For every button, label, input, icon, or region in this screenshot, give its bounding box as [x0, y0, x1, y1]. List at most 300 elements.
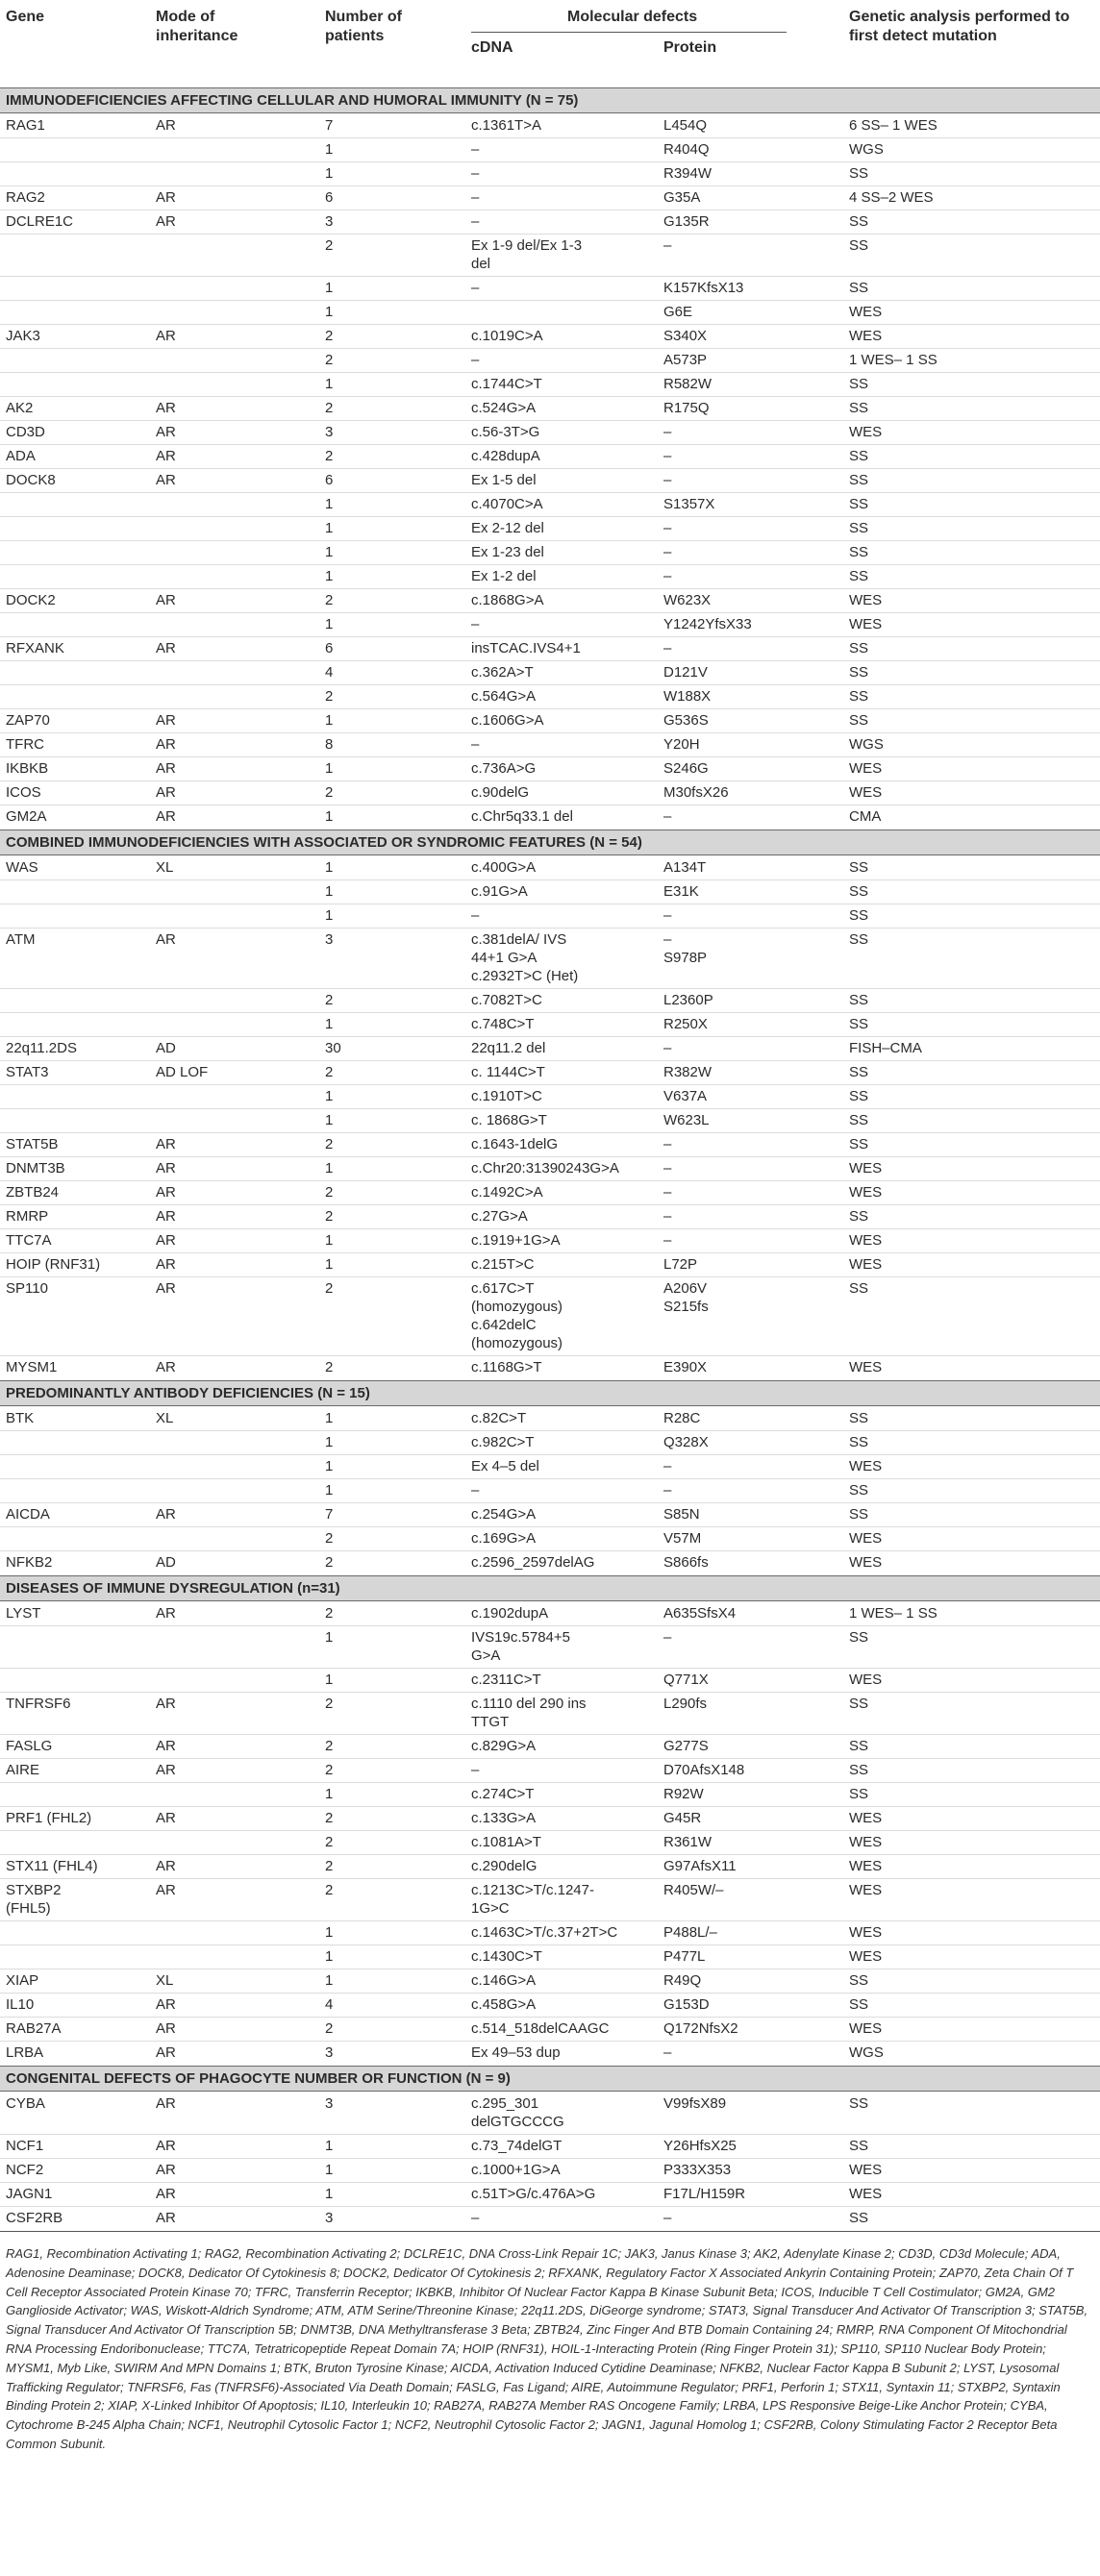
cell-analysis: WES — [849, 1858, 883, 1874]
row-separator — [0, 1084, 1100, 1085]
cell-mode: AR — [156, 808, 176, 825]
cell-protein: P488L/– — [663, 1924, 717, 1941]
cell-analysis: WES — [849, 424, 883, 440]
cell-cdna: c.982C>T — [471, 1434, 535, 1450]
cell-patients: 1 — [325, 808, 334, 825]
cell-mode: AR — [156, 1738, 176, 1754]
cell-analysis: SS — [849, 280, 869, 296]
cell-protein: M30fsX26 — [663, 784, 729, 801]
cell-mode: AR — [156, 760, 176, 777]
row-separator — [0, 1502, 1100, 1503]
cell-protein: G536S — [663, 712, 709, 729]
cell-patients: 1 — [325, 568, 334, 584]
cell-analysis: SS — [849, 1696, 869, 1712]
cell-protein: D121V — [663, 664, 708, 681]
cell-analysis: WES — [849, 1256, 883, 1273]
cell-analysis: 1 WES– 1 SS — [849, 1605, 938, 1622]
cell-analysis: WES — [849, 1359, 883, 1375]
cell-patients: 1 — [325, 1482, 334, 1499]
cell-analysis: SS — [849, 1762, 869, 1778]
cell-cdna: – — [471, 736, 480, 753]
cell-patients: 6 — [325, 640, 334, 656]
table-bottom-rule — [0, 2231, 1100, 2232]
cell-cdna: c.1081A>T — [471, 1834, 541, 1850]
cell-analysis: SS — [849, 1786, 869, 1802]
cell-mode: AR — [156, 1882, 176, 1898]
cell-analysis: SS — [849, 1738, 869, 1754]
cell-mode: AD — [156, 1554, 176, 1571]
cell-patients: 2 — [325, 400, 334, 416]
cell-cdna: c.1868G>A — [471, 592, 544, 608]
cell-gene: TNFRSF6 — [6, 1696, 71, 1712]
cell-mode: AR — [156, 1858, 176, 1874]
cell-cdna: – — [471, 1762, 480, 1778]
row-separator — [0, 1355, 1100, 1356]
cell-protein: – — [663, 237, 672, 254]
cell-protein: G277S — [663, 1738, 709, 1754]
cell-patients: 2 — [325, 992, 334, 1008]
cell-cdna: c.1902dupA — [471, 1605, 549, 1622]
cell-analysis: SS — [849, 1088, 869, 1104]
cell-patients: 1 — [325, 141, 334, 158]
row-separator — [0, 137, 1100, 138]
header-mode-line2: inheritance — [156, 28, 238, 44]
header-molecular-rule — [471, 32, 787, 33]
cell-protein: F17L/H159R — [663, 2186, 746, 2202]
cell-cdna: c.215T>C — [471, 1256, 535, 1273]
cell-analysis: WES — [849, 1232, 883, 1249]
cell-cdna: c.564G>A — [471, 688, 537, 705]
cell-patients: 4 — [325, 1996, 334, 2013]
row-separator — [0, 2017, 1100, 2018]
cell-analysis: SS — [849, 1112, 869, 1128]
row-separator — [0, 210, 1100, 211]
row-separator — [0, 1478, 1100, 1479]
cell-mode: AR — [156, 592, 176, 608]
cell-analysis: FISH–CMA — [849, 1040, 922, 1056]
cell-protein: L2360P — [663, 992, 713, 1008]
cell-mode: AR — [156, 1359, 176, 1375]
row-separator — [0, 1692, 1100, 1693]
cell-analysis: SS — [849, 448, 869, 464]
cell-protein: A573P — [663, 352, 708, 368]
cell-cdna: c.524G>A — [471, 400, 537, 416]
cell-gene: CD3D — [6, 424, 45, 440]
cell-protein: R404Q — [663, 141, 710, 158]
cell-cdna: c.1463C>T/c.37+2T>C — [471, 1924, 618, 1941]
row-separator — [0, 1830, 1100, 1831]
cell-mode: AR — [156, 2210, 176, 2226]
cell-protein: S85N — [663, 1506, 700, 1523]
cell-analysis: SS — [849, 2210, 869, 2226]
cell-analysis: WES — [849, 616, 883, 632]
cell-mode: AR — [156, 712, 176, 729]
cell-analysis: SS — [849, 400, 869, 416]
row-separator — [0, 396, 1100, 397]
cell-protein: – — [663, 424, 672, 440]
cell-patients: 2 — [325, 1208, 334, 1225]
cell-cdna: c.1000+1G>A — [471, 2162, 561, 2178]
cell-protein: – — [663, 1040, 672, 1056]
cell-gene: CYBA — [6, 2095, 45, 2112]
cell-mode: AR — [156, 931, 176, 948]
cell-protein: – — [663, 1482, 672, 1499]
cell-analysis: 4 SS–2 WES — [849, 189, 934, 206]
cell-mode: AR — [156, 1605, 176, 1622]
cell-analysis: 6 SS– 1 WES — [849, 117, 938, 134]
row-separator — [0, 468, 1100, 469]
cell-mode: AR — [156, 1208, 176, 1225]
cell-analysis: SS — [849, 520, 869, 536]
cell-patients: 1 — [325, 496, 334, 512]
row-separator — [0, 324, 1100, 325]
cell-mode: AR — [156, 1762, 176, 1778]
cell-analysis: WES — [849, 328, 883, 344]
section-header: PREDOMINANTLY ANTIBODY DEFICIENCIES (N = 15) — [0, 1380, 1100, 1406]
row-separator — [0, 1550, 1100, 1551]
cell-mode: AR — [156, 2186, 176, 2202]
cell-protein: W188X — [663, 688, 712, 705]
cell-cdna: c.91G>A — [471, 883, 528, 900]
cell-gene: IL10 — [6, 1996, 35, 2013]
cell-analysis: 1 WES– 1 SS — [849, 352, 938, 368]
row-separator — [0, 1806, 1100, 1807]
cell-cdna: c.2596_2597delAG — [471, 1554, 595, 1571]
cell-analysis: WGS — [849, 2044, 884, 2061]
cell-mode: AR — [156, 1160, 176, 1177]
cell-protein: R175Q — [663, 400, 710, 416]
cell-protein: R28C — [663, 1410, 701, 1426]
cell-mode: AR — [156, 1136, 176, 1152]
cell-gene: NCF2 — [6, 2162, 44, 2178]
row-separator — [0, 1854, 1100, 1855]
cell-gene: STXBP2 (FHL5) — [6, 1882, 62, 1917]
cell-gene: STAT5B — [6, 1136, 59, 1152]
row-separator — [0, 732, 1100, 733]
cell-cdna: c.133G>A — [471, 1810, 537, 1826]
cell-mode: AR — [156, 1232, 176, 1249]
cell-patients: 3 — [325, 2044, 334, 2061]
cell-patients: 1 — [325, 760, 334, 777]
cell-gene: XIAP — [6, 1972, 39, 1989]
cell-cdna: – — [471, 616, 480, 632]
cell-cdna: Ex 1-5 del — [471, 472, 537, 488]
cell-protein: – — [663, 520, 672, 536]
cell-patients: 6 — [325, 189, 334, 206]
cell-gene: HOIP (RNF31) — [6, 1256, 101, 1273]
cell-protein: L454Q — [663, 117, 708, 134]
cell-cdna: Ex 1-9 del/Ex 1-3 del — [471, 237, 583, 272]
cell-mode: AR — [156, 424, 176, 440]
cell-cdna: c.514_518delCAAGC — [471, 2020, 610, 2037]
cell-analysis: WES — [849, 1458, 883, 1474]
cell-patients: 2 — [325, 1064, 334, 1080]
row-separator — [0, 540, 1100, 541]
row-separator — [0, 1993, 1100, 1994]
cell-mode: AR — [156, 2162, 176, 2178]
cell-cdna: c.617C>T (homozygous) c.642delC (homozygous) — [471, 1280, 563, 1351]
cell-patients: 1 — [325, 1786, 334, 1802]
cell-analysis: SS — [849, 640, 869, 656]
cell-analysis: SS — [849, 907, 869, 924]
cell-analysis: WES — [849, 1530, 883, 1547]
cell-patients: 6 — [325, 472, 334, 488]
cell-protein: S246G — [663, 760, 709, 777]
cell-protein: K157KfsX13 — [663, 280, 744, 296]
cell-protein: G45R — [663, 1810, 702, 1826]
row-separator — [0, 1734, 1100, 1735]
cell-analysis: WGS — [849, 736, 884, 753]
cell-protein: R405W/– — [663, 1882, 724, 1898]
cell-cdna: c.736A>G — [471, 760, 537, 777]
header-mode-line1: Mode of — [156, 9, 215, 25]
cell-cdna: c.90delG — [471, 784, 530, 801]
cell-protein: E390X — [663, 1359, 708, 1375]
cell-mode: AR — [156, 448, 176, 464]
cell-gene: IKBKB — [6, 760, 49, 777]
row-separator — [0, 516, 1100, 517]
row-separator — [0, 1944, 1100, 1945]
cell-analysis: SS — [849, 496, 869, 512]
cell-cdna: c.274C>T — [471, 1786, 535, 1802]
cell-gene: AIRE — [6, 1762, 40, 1778]
cell-protein: – — [663, 2044, 672, 2061]
cell-cdna: – — [471, 280, 480, 296]
header-protein: Protein — [663, 39, 717, 56]
cell-mode: AD LOF — [156, 1064, 209, 1080]
cell-cdna: c.1213C>T/c.1247- 1G>C — [471, 1882, 594, 1917]
cell-gene: ICOS — [6, 784, 41, 801]
row-separator — [0, 1204, 1100, 1205]
cell-patients: 2 — [325, 1834, 334, 1850]
cell-patients: 1 — [325, 280, 334, 296]
cell-gene: RMRP — [6, 1208, 49, 1225]
cell-protein: – — [663, 472, 672, 488]
cell-gene: SP110 — [6, 1280, 48, 1297]
section-header: DISEASES OF IMMUNE DYSREGULATION (n=31) — [0, 1575, 1100, 1601]
cell-protein: W623X — [663, 592, 712, 608]
cell-cdna: Ex 1-2 del — [471, 568, 537, 584]
cell-gene: NCF1 — [6, 2138, 44, 2154]
cell-patients: 7 — [325, 1506, 334, 1523]
cell-cdna: c. 1868G>T — [471, 1112, 547, 1128]
cell-gene: STAT3 — [6, 1064, 49, 1080]
cell-patients: 1 — [325, 376, 334, 392]
cell-gene: AICDA — [6, 1506, 50, 1523]
cell-gene: WAS — [6, 859, 38, 876]
cell-analysis: SS — [849, 1996, 869, 2013]
cell-protein: S866fs — [663, 1554, 709, 1571]
cell-patients: 1 — [325, 1924, 334, 1941]
cell-gene: DNMT3B — [6, 1160, 65, 1177]
cell-cdna: c.146G>A — [471, 1972, 537, 1989]
cell-protein: A206V S215fs — [663, 1280, 709, 1315]
cell-patients: 1 — [325, 1972, 334, 1989]
cell-patients: 1 — [325, 1629, 334, 1646]
cell-cdna: c.1168G>T — [471, 1359, 542, 1375]
cell-protein: G97AfsX11 — [663, 1858, 737, 1874]
row-separator — [0, 2182, 1100, 2183]
cell-gene: CSF2RB — [6, 2210, 63, 2226]
cell-mode: AR — [156, 1184, 176, 1201]
cell-mode: AR — [156, 2138, 176, 2154]
cell-cdna: c.458G>A — [471, 1996, 537, 2013]
cell-patients: 2 — [325, 448, 334, 464]
row-separator — [0, 1920, 1100, 1921]
cell-protein: – — [663, 2210, 672, 2226]
cell-analysis: WES — [849, 1160, 883, 1177]
cell-patients: 1 — [325, 616, 334, 632]
cell-protein: R92W — [663, 1786, 704, 1802]
cell-analysis: SS — [849, 2095, 869, 2112]
cell-gene: TTC7A — [6, 1232, 52, 1249]
cell-analysis: SS — [849, 1410, 869, 1426]
header-number-line1: Number of — [325, 9, 402, 25]
cell-protein: G135R — [663, 213, 710, 230]
cell-mode: AR — [156, 1696, 176, 1712]
cell-patients: 1 — [325, 1232, 334, 1249]
cell-cdna: c.1744C>T — [471, 376, 542, 392]
cell-protein: R361W — [663, 1834, 712, 1850]
cell-patients: 1 — [325, 1410, 334, 1426]
row-separator — [0, 1036, 1100, 1037]
cell-protein: Q172NfsX2 — [663, 2020, 738, 2037]
cell-gene: JAK3 — [6, 328, 40, 344]
cell-cdna: c.1110 del 290 ins TTGT — [471, 1696, 587, 1730]
section-header: CONGENITAL DEFECTS OF PHAGOCYTE NUMBER OR FUNCTION (N = 9) — [0, 2066, 1100, 2092]
cell-protein: – — [663, 1629, 672, 1646]
cell-mode: AR — [156, 784, 176, 801]
cell-cdna: c.2311C>T — [471, 1672, 541, 1688]
row-separator — [0, 161, 1100, 162]
cell-mode: AR — [156, 2020, 176, 2037]
row-separator — [0, 660, 1100, 661]
cell-cdna: c.73_74delGT — [471, 2138, 562, 2154]
cell-gene: FASLG — [6, 1738, 53, 1754]
cell-protein: – — [663, 907, 672, 924]
cell-analysis: SS — [849, 1136, 869, 1152]
row-separator — [0, 636, 1100, 637]
cell-patients: 1 — [325, 1256, 334, 1273]
cell-protein: L72P — [663, 1256, 698, 1273]
row-separator — [0, 2158, 1100, 2159]
row-separator — [0, 780, 1100, 781]
cell-cdna: – — [471, 165, 480, 182]
cell-cdna: c.1361T>A — [471, 117, 541, 134]
cell-gene: DOCK2 — [6, 592, 56, 608]
cell-analysis: WES — [849, 1554, 883, 1571]
cell-mode: AR — [156, 1810, 176, 1826]
cell-patients: 1 — [325, 712, 334, 729]
cell-analysis: SS — [849, 213, 869, 230]
cell-protein: – — [663, 448, 672, 464]
cell-analysis: WES — [849, 1810, 883, 1826]
cell-analysis: SS — [849, 931, 869, 948]
cell-gene: STX11 (FHL4) — [6, 1858, 98, 1874]
row-separator — [0, 1108, 1100, 1109]
header-number-line2: patients — [325, 28, 385, 44]
cell-mode: AR — [156, 328, 176, 344]
cell-gene: PRF1 (FHL2) — [6, 1810, 92, 1826]
cell-analysis: WES — [849, 304, 883, 320]
cell-cdna: c.1643-1delG — [471, 1136, 559, 1152]
cell-protein: G6E — [663, 304, 693, 320]
cell-gene: ZBTB24 — [6, 1184, 60, 1201]
cell-cdna: c.Chr20:31390243G>A — [471, 1160, 619, 1177]
row-separator — [0, 276, 1100, 277]
cell-analysis: SS — [849, 1280, 869, 1297]
cell-protein: Y26HfsX25 — [663, 2138, 737, 2154]
row-separator — [0, 2206, 1100, 2207]
cell-cdna: Ex 49–53 dup — [471, 2044, 561, 2061]
row-separator — [0, 684, 1100, 685]
cell-cdna: – — [471, 1482, 480, 1499]
cell-mode: AD — [156, 1040, 176, 1056]
cell-mode: AR — [156, 189, 176, 206]
cell-patients: 2 — [325, 688, 334, 705]
cell-protein: Q771X — [663, 1672, 709, 1688]
row-separator — [0, 2134, 1100, 2135]
row-separator — [0, 2041, 1100, 2042]
cell-analysis: WES — [849, 1924, 883, 1941]
cell-patients: 8 — [325, 736, 334, 753]
cell-protein: E31K — [663, 883, 699, 900]
cell-analysis: SS — [849, 883, 869, 900]
cell-protein: Y1242YfsX33 — [663, 616, 752, 632]
cell-cdna: c.1919+1G>A — [471, 1232, 561, 1249]
cell-protein: R382W — [663, 1064, 712, 1080]
cell-cdna: c.748C>T — [471, 1016, 535, 1032]
header-gene: Gene — [6, 9, 45, 25]
row-separator — [0, 564, 1100, 565]
cell-analysis: WGS — [849, 141, 884, 158]
row-separator — [0, 1668, 1100, 1669]
row-separator — [0, 1132, 1100, 1133]
cell-cdna: Ex 1-23 del — [471, 544, 544, 560]
header-genetic-analysis-line2: first detect mutation — [849, 28, 997, 44]
cell-analysis: SS — [849, 712, 869, 729]
cell-patients: 2 — [325, 1530, 334, 1547]
cell-patients: 1 — [325, 883, 334, 900]
cell-patients: 2 — [325, 1858, 334, 1874]
cell-analysis: SS — [849, 544, 869, 560]
cell-cdna: c.829G>A — [471, 1738, 537, 1754]
cell-cdna: c.56-3T>G — [471, 424, 540, 440]
cell-protein: W623L — [663, 1112, 710, 1128]
cell-patients: 1 — [325, 1088, 334, 1104]
cell-cdna: c.7082T>C — [471, 992, 542, 1008]
cell-cdna: c. 1144C>T — [471, 1064, 545, 1080]
cell-patients: 1 — [325, 907, 334, 924]
cell-analysis: SS — [849, 859, 869, 876]
cell-protein: V57M — [663, 1530, 702, 1547]
cell-cdna: Ex 4–5 del — [471, 1458, 539, 1474]
row-separator — [0, 372, 1100, 373]
cell-protein: R394W — [663, 165, 712, 182]
cell-cdna: 22q11.2 del — [471, 1040, 546, 1056]
cell-protein: R49Q — [663, 1972, 702, 1989]
cell-analysis: WES — [849, 2020, 883, 2037]
cell-gene: AK2 — [6, 400, 34, 416]
cell-analysis: WES — [849, 592, 883, 608]
cell-patients: 2 — [325, 1882, 334, 1898]
cell-analysis: SS — [849, 1506, 869, 1523]
cell-patients: 2 — [325, 1810, 334, 1826]
cell-protein: – — [663, 1208, 672, 1225]
cell-analysis: SS — [849, 1434, 869, 1450]
cell-analysis: WES — [849, 2186, 883, 2202]
cell-mode: AR — [156, 400, 176, 416]
